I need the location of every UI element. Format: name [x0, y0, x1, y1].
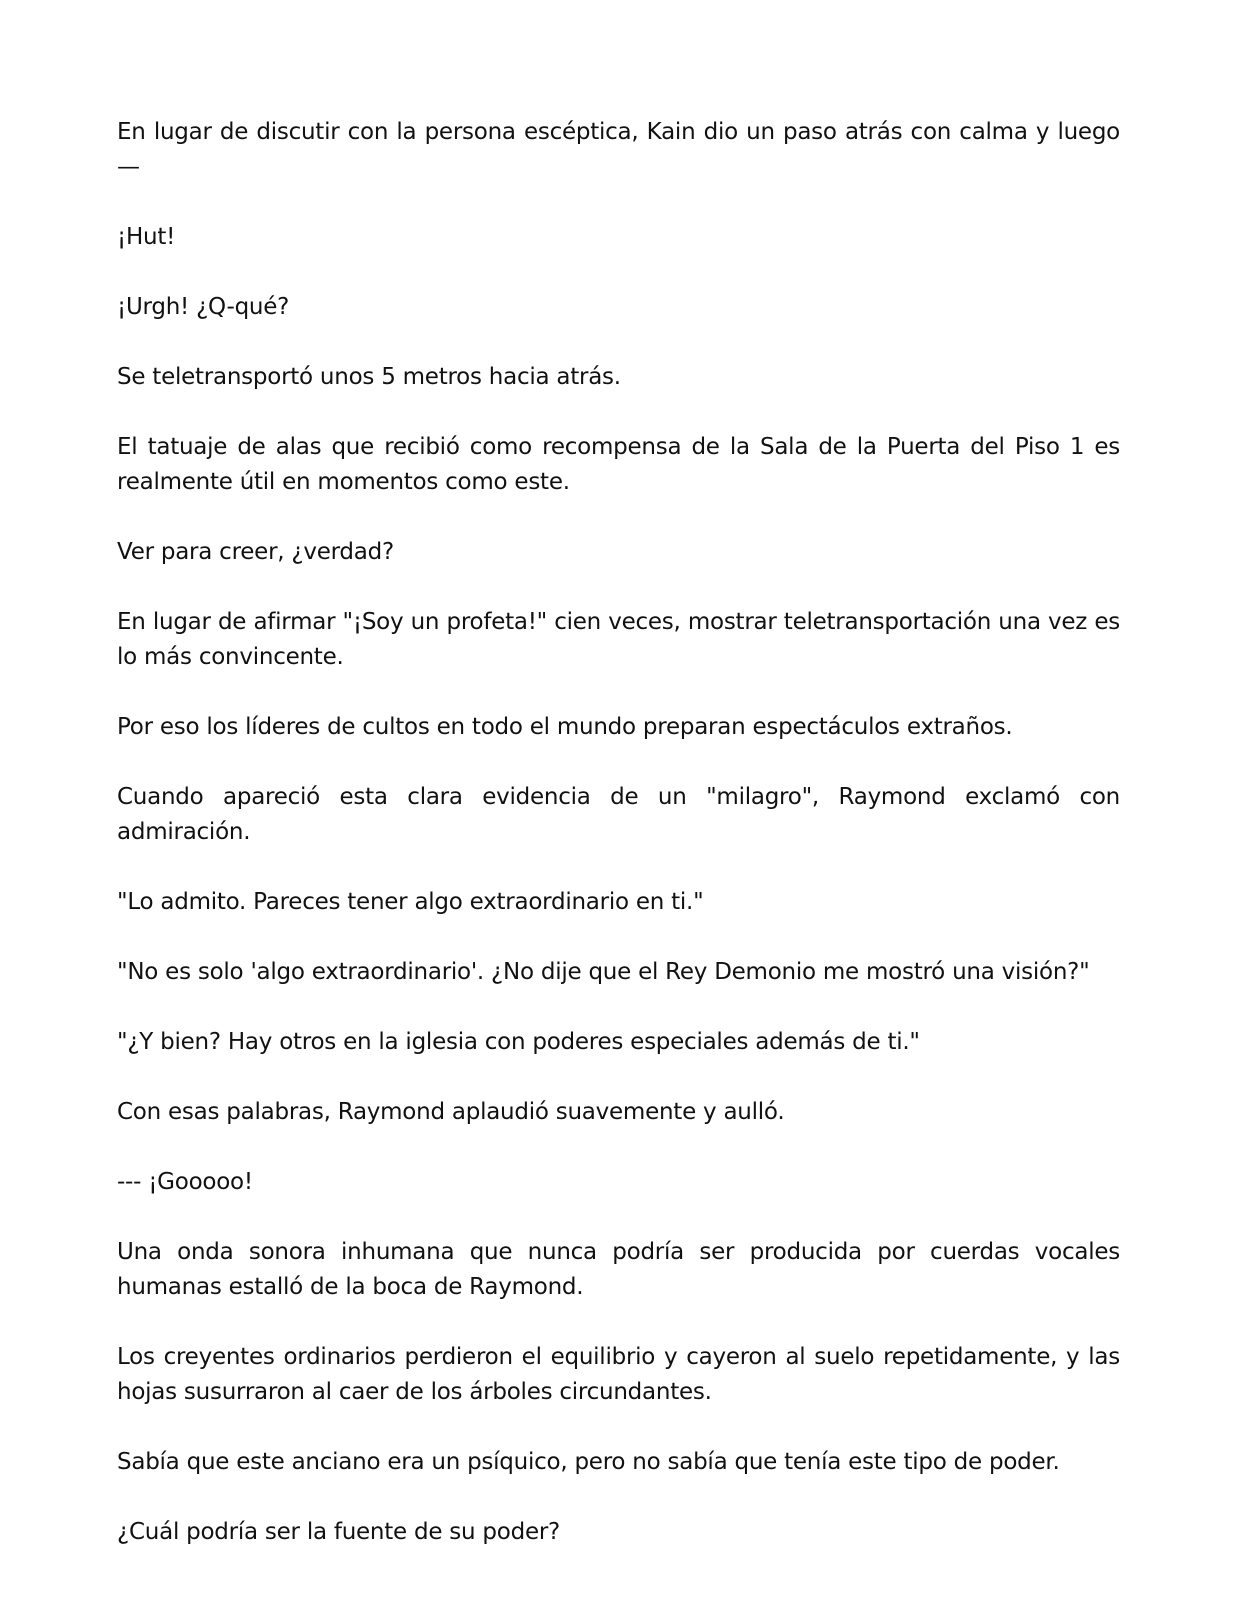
- paragraph: Se teletransportó unos 5 metros hacia atrás.: [117, 364, 621, 390]
- paragraph: Con esas palabras, Raymond aplaudió suavemente y aulló.: [117, 1099, 785, 1125]
- paragraph: Por eso los líderes de cultos en todo el mundo preparan espectáculos extraños.: [117, 714, 1013, 740]
- paragraph: El tatuaje de alas que recibió como recompensa de la Sala de la Puerta del Piso 1 es realmente útil en momentos como este.: [117, 434, 1120, 495]
- paragraph: ¡Hut!: [117, 224, 176, 250]
- paragraph: En lugar de discutir con la persona escéptica, Kain dio un paso atrás con calma y luego—: [117, 119, 1120, 180]
- paragraph: ¡Urgh! ¿Q-qué?: [117, 294, 290, 320]
- paragraph: "¿Y bien? Hay otros en la iglesia con poderes especiales además de ti.": [117, 1029, 920, 1055]
- paragraph: "No es solo 'algo extraordinario'. ¿No dije que el Rey Demonio me mostró una visión?": [117, 959, 1090, 985]
- paragraph: "Lo admito. Pareces tener algo extraordinario en ti.": [117, 889, 704, 915]
- document-page: [117, 115, 1120, 1585]
- paragraph: Sabía que este anciano era un psíquico, pero no sabía que tenía este tipo de poder.: [117, 1449, 1060, 1475]
- paragraph: --- ¡Gooooo!: [117, 1169, 253, 1195]
- paragraph: Ver para creer, ¿verdad?: [117, 539, 394, 565]
- paragraph: Una onda sonora inhumana que nunca podría ser producida por cuerdas vocales humanas estalló de la boca de Raymond.: [117, 1239, 1120, 1300]
- paragraph: Los creyentes ordinarios perdieron el equilibrio y cayeron al suelo repetidamente, y las hojas susurraron al caer de los árboles circundantes.: [117, 1344, 1120, 1405]
- paragraph: En lugar de afirmar "¡Soy un profeta!" cien veces, mostrar teletransportación una vez es lo más convincente.: [117, 609, 1120, 670]
- paragraph: Cuando apareció esta clara evidencia de un "milagro", Raymond exclamó con admiración.: [117, 784, 1120, 845]
- paragraph: ¿Cuál podría ser la fuente de su poder?: [117, 1519, 561, 1545]
